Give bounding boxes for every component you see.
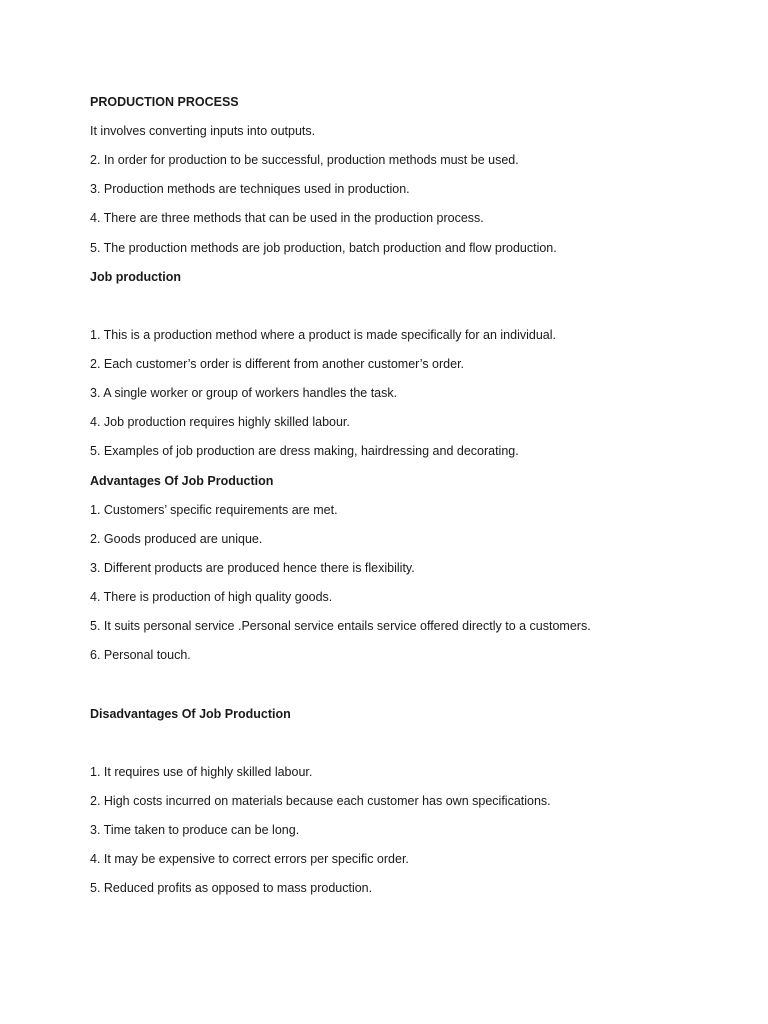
job-production-item-4: 4. Job production requires highly skilled labour. [90,415,350,429]
disadvantages-item-5: 5. Reduced profits as opposed to mass production. [90,881,373,895]
disadvantages-item-4: 4. It may be expensive to correct errors per specific order. [90,852,409,866]
advantages-item-4: 4. There is production of high quality goods. [90,590,333,604]
advantages-item-1: 1. Customers’ specific requirements are met. [90,503,338,517]
job-production-item-1: 1. This is a production method where a product is made specifically for an individual. [90,328,556,342]
job-production-item-5: 5. Examples of job production are dress making, hairdressing and decorating. [90,444,519,458]
intro-line-1: It involves converting inputs into outputs. [90,124,316,138]
intro-line-4: 4. There are three methods that can be used in the production process. [90,211,484,225]
job-production-item-3: 3. A single worker or group of workers handles the task. [90,386,398,400]
disadvantages-heading: Disadvantages Of Job Production [90,707,291,721]
job-production-item-2: 2. Each customer’s order is different from another customer’s order. [90,357,465,371]
advantages-item-3: 3. Different products are produced hence there is flexibility. [90,561,415,575]
intro-line-3: 3. Production methods are techniques used in production. [90,182,410,196]
disadvantages-item-2: 2. High costs incurred on materials because each customer has own specifications. [90,794,551,808]
advantages-item-6: 6. Personal touch. [90,648,191,662]
document-title: PRODUCTION PROCESS [90,95,239,109]
disadvantages-item-3: 3. Time taken to produce can be long. [90,823,300,837]
job-production-heading: Job production [90,270,181,284]
advantages-item-5: 5. It suits personal service .Personal service entails service offered directly to a customers. [90,619,591,633]
disadvantages-item-1: 1. It requires use of highly skilled labour. [90,765,313,779]
advantages-item-2: 2. Goods produced are unique. [90,532,263,546]
intro-line-5: 5. The production methods are job production, batch production and flow production. [90,241,557,255]
advantages-heading: Advantages Of Job Production [90,474,274,488]
intro-line-2: 2. In order for production to be successful, production methods must be used. [90,153,519,167]
